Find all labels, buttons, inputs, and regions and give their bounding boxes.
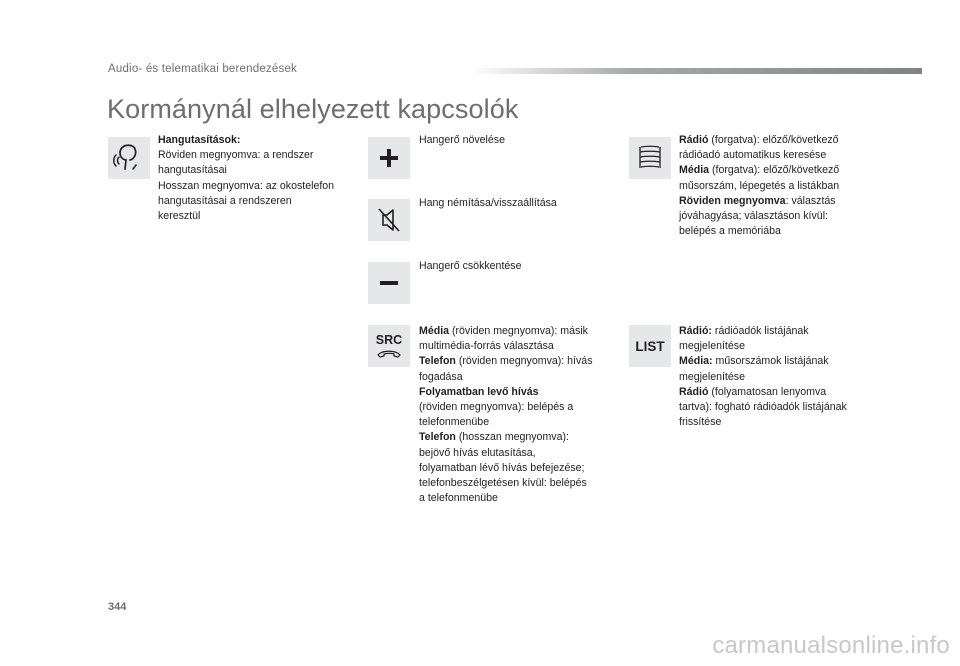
- description-line: [679, 385, 847, 400]
- text-segment: Hangerő csökkentése: [419, 260, 522, 272]
- description-line: [158, 194, 334, 209]
- bold-term: Rádió: [679, 134, 709, 146]
- text-segment: Röviden megnyomva: a rendszer: [158, 149, 314, 162]
- description-line: [679, 133, 839, 148]
- text-segment: telefonmenübe: [419, 416, 490, 429]
- section-title: Audio- és telematikai berendezések: [108, 63, 297, 75]
- text-segment: megjelenítése: [679, 340, 745, 353]
- description-line: [679, 209, 839, 224]
- header-divider: [470, 68, 922, 74]
- page-number: 344: [108, 601, 127, 613]
- thumbwheel-icon: [629, 137, 671, 179]
- watermark: carmanualsonline.info: [712, 632, 950, 659]
- plus-icon: [368, 137, 410, 179]
- description-line: [419, 354, 593, 369]
- text-segment: multimédia-forrás választása: [419, 340, 554, 353]
- text-segment: (röviden megnyomva): belépés a: [419, 401, 574, 414]
- text-segment: Hosszan megnyomva: az okostelefon: [158, 179, 335, 192]
- list-icon: [629, 325, 671, 367]
- description-line: [419, 476, 593, 491]
- text-segment: (hosszan megnyomva):: [455, 431, 569, 444]
- text-segment: folyamatban lévő hívás befejezése;: [419, 461, 585, 474]
- src-description: [419, 324, 593, 506]
- text-segment: hangutasításai: [158, 164, 227, 177]
- voice-command-description: [158, 133, 334, 224]
- bold-term: Folyamatban levő hívás: [419, 385, 539, 398]
- text-segment: keresztül: [158, 210, 201, 223]
- text-segment: műsorszámok listájának: [712, 355, 829, 368]
- text-segment: hangutasításai a rendszeren: [158, 194, 292, 207]
- text-segment: (folyamatosan lenyomva: [708, 385, 827, 398]
- volume-up-description: [419, 133, 505, 148]
- text-segment: rádióadó automatikus keresése: [679, 149, 827, 162]
- volume-down-description: [419, 259, 521, 274]
- bold-term: Röviden megnyomva: [679, 194, 786, 207]
- text-segment: (forgatva): előző/következő: [709, 164, 840, 177]
- description-line: [158, 179, 334, 194]
- text-segment: frissítése: [679, 416, 722, 429]
- text-segment: bejövő hívás elutasítása,: [419, 446, 536, 459]
- description-line: [679, 194, 839, 209]
- text-segment: jóváhagyása; választáson kívül:: [679, 210, 828, 223]
- text-segment: Hang némítása/visszaállítása: [419, 197, 557, 209]
- description-line: [158, 163, 334, 178]
- bold-term: Telefon: [419, 431, 456, 444]
- description-line: [679, 370, 847, 385]
- description-line: [419, 385, 593, 400]
- list-description: [679, 324, 847, 430]
- text-segment: fogadása: [419, 370, 463, 383]
- mute-icon: [368, 199, 410, 241]
- description-line: [679, 324, 847, 339]
- description-line: [679, 354, 847, 369]
- page-title: Kormánynál elhelyezett kapcsolók: [107, 94, 519, 124]
- description-line: [419, 415, 593, 430]
- text-segment: megjelenítése: [679, 370, 745, 383]
- text-segment: tartva): fogható rádióadók listájának: [679, 401, 847, 414]
- text-segment: műsorszám, lépegetés a listákban: [679, 179, 840, 192]
- text-segment: : választás: [785, 194, 836, 207]
- list-label: LIST: [635, 338, 665, 354]
- description-line: [419, 430, 593, 445]
- description-line: [419, 491, 593, 506]
- minus-icon: [368, 262, 410, 304]
- bold-term: Telefon: [419, 355, 456, 368]
- description-line: [419, 259, 521, 274]
- text-segment: a telefonmenübe: [419, 492, 498, 505]
- src-phone-icon: [368, 325, 410, 367]
- description-line: [419, 370, 593, 385]
- description-line: [158, 148, 334, 163]
- text-segment: (röviden megnyomva): másik: [449, 325, 588, 337]
- description-line: [419, 446, 593, 461]
- text-segment: belépés a memóriába: [679, 225, 781, 238]
- bold-term: Hangutasítások:: [158, 134, 241, 146]
- description-line: [419, 400, 593, 415]
- voice-command-icon: [108, 137, 150, 179]
- text-segment: telefonbeszélgetésen kívül: belépés: [419, 477, 587, 490]
- bold-term: Média:: [679, 355, 713, 368]
- description-line: [679, 179, 839, 194]
- description-line: [679, 415, 847, 430]
- src-label: SRC: [375, 332, 403, 347]
- description-line: [419, 324, 593, 339]
- mute-description: [419, 196, 557, 211]
- description-line: [158, 133, 334, 148]
- description-line: [419, 461, 593, 476]
- text-segment: rádióadók listájának: [711, 325, 809, 337]
- description-line: [679, 148, 839, 163]
- description-line: [419, 196, 557, 211]
- text-segment: Hangerő növelése: [419, 134, 505, 146]
- description-line: [158, 209, 334, 224]
- description-line: [419, 339, 593, 354]
- description-line: [679, 400, 847, 415]
- bold-term: Média: [419, 325, 450, 337]
- description-line: [679, 224, 839, 239]
- bold-term: Rádió:: [679, 325, 712, 337]
- text-segment: (forgatva): előző/következő: [708, 134, 839, 146]
- description-line: [679, 163, 839, 178]
- description-line: [419, 133, 505, 148]
- thumbwheel-description: [679, 133, 839, 239]
- bold-term: Rádió: [679, 385, 709, 398]
- bold-term: Média: [679, 164, 710, 177]
- text-segment: (röviden megnyomva): hívás: [455, 355, 593, 368]
- description-line: [679, 339, 847, 354]
